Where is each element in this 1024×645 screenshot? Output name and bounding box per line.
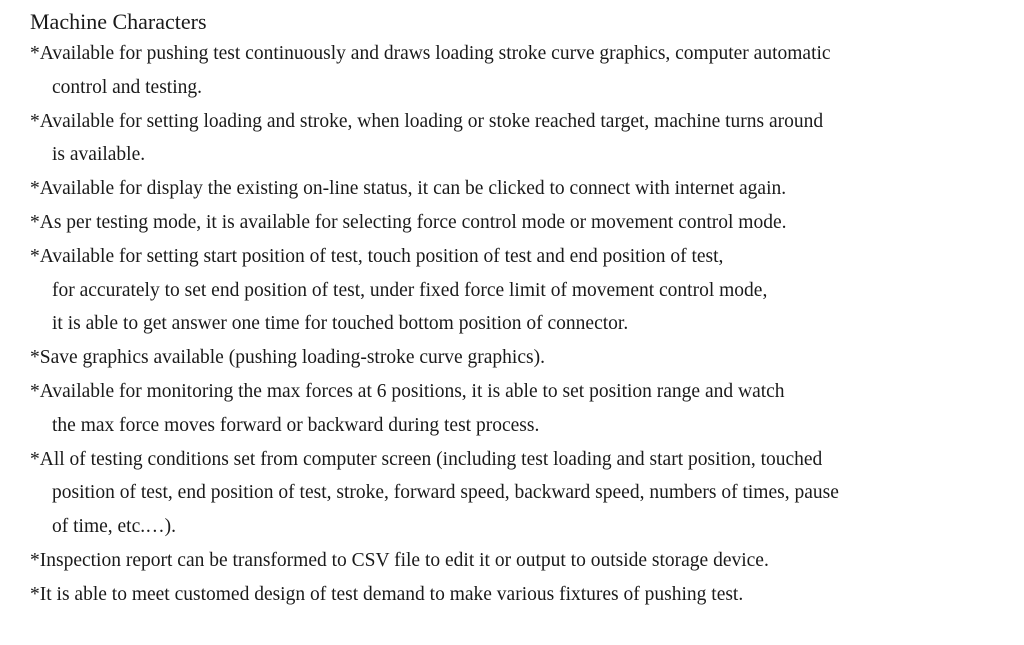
list-item-line: position of test, end position of test, stroke, forward speed, backward speed, numbers of times, pause bbox=[52, 482, 839, 504]
list-item bbox=[30, 544, 1010, 578]
list-item-line: control and testing. bbox=[52, 76, 203, 98]
list-item bbox=[30, 105, 1010, 173]
list-item-line: *Available for setting start position of test, touch position of test and end position of test, bbox=[30, 245, 724, 267]
document-title: Machine Characters bbox=[30, 9, 207, 34]
list-item bbox=[30, 341, 1010, 375]
list-item bbox=[30, 206, 1010, 240]
list-item-line: *Available for monitoring the max forces at 6 positions, it is able to set position range and watch bbox=[30, 380, 785, 402]
list-item-line: *Available for setting loading and stroke, when loading or stoke reached target, machine turns around bbox=[30, 110, 824, 132]
list-item bbox=[30, 375, 1010, 443]
list-item-line: *Inspection report can be transformed to CSV file to edit it or output to outside storage device. bbox=[30, 549, 769, 571]
characteristics-list bbox=[30, 37, 1010, 612]
list-item-line: is available. bbox=[52, 144, 146, 166]
list-item-line: *It is able to meet customed design of test demand to make various fixtures of pushing test. bbox=[30, 583, 744, 605]
document bbox=[30, 9, 1010, 612]
list-item bbox=[30, 172, 1010, 206]
list-item-line: it is able to get answer one time for touched bottom position of connector. bbox=[52, 313, 629, 335]
list-item bbox=[30, 443, 1010, 544]
list-item bbox=[30, 578, 1010, 612]
list-item-line: for accurately to set end position of test, under fixed force limit of movement control mode, bbox=[52, 279, 768, 301]
list-item-line: *As per testing mode, it is available for selecting force control mode or movement control mode. bbox=[30, 211, 787, 233]
list-item-line: *Save graphics available (pushing loading-stroke curve graphics). bbox=[30, 347, 545, 369]
list-item-line: the max force moves forward or backward during test process. bbox=[52, 414, 540, 436]
list-item-line: *Available for display the existing on-line status, it can be clicked to connect with internet again. bbox=[30, 178, 787, 200]
list-item-line: *Available for pushing test continuously and draws loading stroke curve graphics, computer automatic bbox=[30, 43, 831, 64]
list-item-line: of time, etc.…). bbox=[52, 516, 176, 538]
list-item-line: *All of testing conditions set from computer screen (including test loading and start position, touched bbox=[30, 448, 823, 470]
list-item bbox=[30, 240, 1010, 341]
list-item bbox=[30, 37, 1010, 105]
